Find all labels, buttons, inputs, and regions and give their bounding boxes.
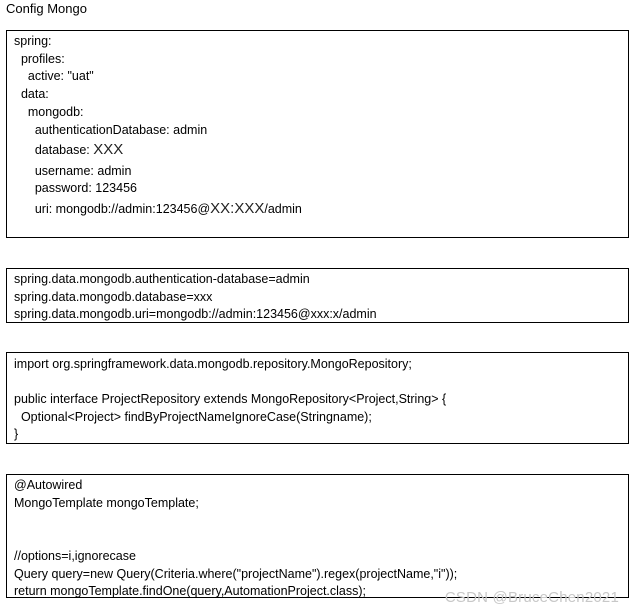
code-line: spring.data.mongodb.uri=mongodb://admin:123456@xxx:x/admin: [14, 307, 377, 321]
code-line: }: [14, 427, 19, 441]
code-line: spring:: [14, 34, 52, 48]
code-line: @Autowired: [14, 478, 83, 492]
uri-suffix: /admin: [264, 202, 302, 216]
code-line: mongodb:: [14, 105, 84, 119]
code-line: data:: [14, 87, 49, 101]
database-value: XXX: [93, 141, 124, 158]
code-line: MongoTemplate mongoTemplate;: [14, 496, 199, 510]
page-title: Config Mongo: [6, 1, 87, 16]
database-line: [14, 142, 123, 158]
code-line: public interface ProjectRepository extends MongoRepository<Project,String> {: [14, 392, 447, 406]
code-line: spring.data.mongodb.database=xxx: [14, 290, 213, 304]
code-line: username: admin: [14, 164, 132, 178]
code-line: return mongoTemplate.findOne(query,AutomationProject.class);: [14, 584, 367, 598]
code-line: //options=i,ignorecase: [14, 549, 136, 563]
uri-prefix: uri: mongodb://admin:123456@: [14, 202, 211, 216]
code-line: Query query=new Query(Criteria.where("projectName").regex(projectName,"i"));: [14, 567, 458, 581]
watermark: CSDN @BruceChen2021: [444, 589, 619, 606]
code-line: Optional<Project> findByProjectNameIgnoreCase(Stringname);: [14, 410, 372, 424]
code-line: profiles:: [14, 52, 65, 66]
uri-host: XX:XXX: [210, 200, 265, 217]
code-line: authenticationDatabase: admin: [14, 123, 208, 137]
code-line: import org.springframework.data.mongodb.repository.MongoRepository;: [14, 357, 412, 371]
database-label: database:: [14, 143, 94, 157]
uri-line: [14, 201, 302, 217]
code-line: active: "uat": [14, 69, 94, 83]
code-line: spring.data.mongodb.authentication-database=admin: [14, 272, 310, 286]
yaml-config-block: [6, 30, 629, 238]
code-line: password: 123456: [14, 181, 137, 195]
repository-code-block: [6, 352, 629, 444]
mongotemplate-code-block: [6, 474, 629, 598]
properties-config-block: [6, 268, 629, 323]
